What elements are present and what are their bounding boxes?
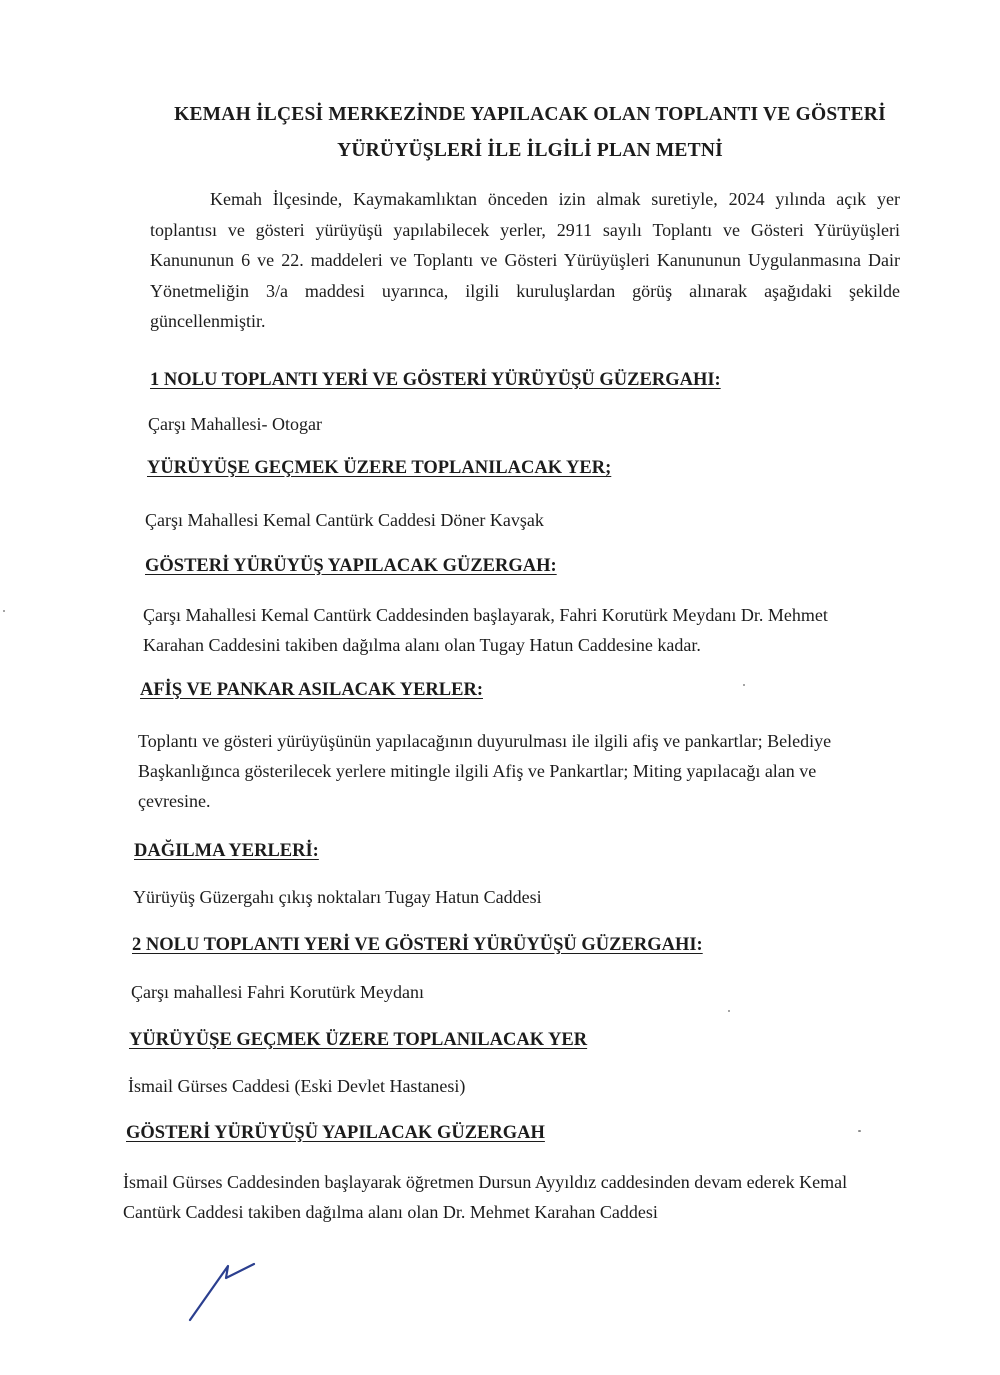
document-title-line-1: KEMAH İLÇESİ MERKEZİNDE YAPILACAK OLAN TOPLANTI VE GÖSTERİ [174, 104, 886, 125]
section7-heading: YÜRÜYÜŞE GEÇMEK ÜZERE TOPLANILACAK YER [129, 1030, 588, 1050]
section3-text: Çarşı Mahallesi Kemal Cantürk Caddesinden başlayarak, Fahri Korutürk Meydanı Dr. Mehmet Karahan Caddesini takiben dağılma alanı olan Tugay Hatun Caddesine kadar. [143, 605, 828, 655]
scan-speck [3, 610, 5, 612]
section6-heading: 2 NOLU TOPLANTI YERİ VE GÖSTERİ YÜRÜYÜŞÜ GÜZERGAHI: [132, 935, 703, 955]
document-title-line-2: YÜRÜYÜŞLERİ İLE İLGİLİ PLAN METNİ [337, 140, 723, 161]
section7-text: İsmail Gürses Caddesi (Eski Devlet Hastanesi) [128, 1076, 466, 1096]
scan-speck [728, 1010, 730, 1012]
section8-heading: GÖSTERİ YÜRÜYÜŞÜ YAPILACAK GÜZERGAH [126, 1123, 545, 1143]
section2-heading: YÜRÜYÜŞE GEÇMEK ÜZERE TOPLANILACAK YER; [147, 458, 612, 478]
section5-heading: DAĞILMA YERLERİ: [134, 841, 319, 861]
scan-speck [743, 684, 745, 686]
section1-text: Çarşı Mahallesi- Otogar [148, 414, 322, 434]
section1-heading: 1 NOLU TOPLANTI YERİ VE GÖSTERİ YÜRÜYÜŞÜ GÜZERGAHI: [150, 370, 721, 390]
section2-text: Çarşı Mahallesi Kemal Cantürk Caddesi Döner Kavşak [145, 510, 544, 530]
section4-text: Toplantı ve gösteri yürüyüşünün yapılacağının duyurulması ile ilgili afiş ve pankartlar; Belediye Başkanlığınca gösterilecek yerlere mitingle ilgili Afiş ve Pankartlar; Miting yapılacağı alan ve çevresine. [138, 731, 832, 811]
section8-text: İsmail Gürses Caddesinden başlayarak öğretmen Dursun Ayyıldız caddesinden devam ederek Kemal Cantürk Caddesi takiben dağılma alanı olan Dr. Mehmet Karahan Caddesi [123, 1172, 848, 1222]
scan-speck [858, 1130, 861, 1132]
intro-paragraph: Kemah İlçesinde, Kaymakamlıktan önceden izin almak suretiyle, 2024 yılında açık yer toplantısı ve gösteri yürüyüşü yapılabilecek yerler, 2911 sayılı Toplantı ve Gösteri Yürüyüşleri Kanununun 6 ve 22. maddeleri ve Toplantı ve Gösteri Yürüyüşleri Kanununun Uygulanmasına Dair Yönetmeliğin 3/a maddesi uyarınca, ilgili kuruluşlardan görüş alınarak aşağıdaki şekilde güncellenmiştir. [150, 189, 900, 331]
signature-mark [180, 1258, 270, 1328]
section6-text: Çarşı mahallesi Fahri Korutürk Meydanı [131, 982, 424, 1002]
section4-heading: AFİŞ VE PANKAR ASILACAK YERLER: [140, 680, 483, 700]
section5-text: Yürüyüş Güzergahı çıkış noktaları Tugay Hatun Caddesi [133, 887, 542, 907]
section3-heading: GÖSTERİ YÜRÜYÜŞ YAPILACAK GÜZERGAH: [145, 556, 557, 576]
